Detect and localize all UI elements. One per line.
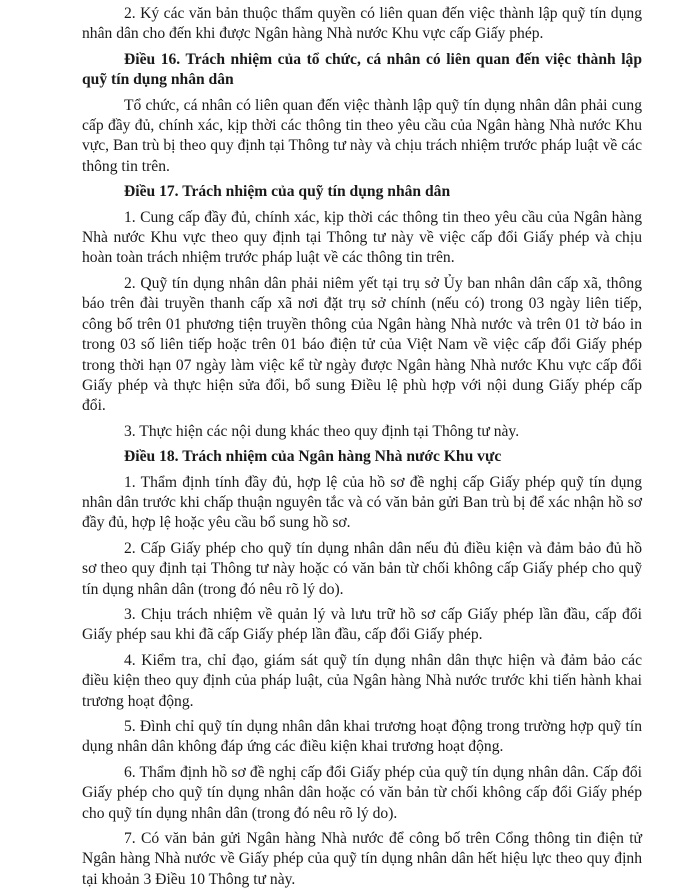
paragraph-article-18-item-5: 5. Đình chỉ quỹ tín dụng nhân dân khai trương hoạt động trong trường hợp quỹ tín dụng nhân dân không đáp ứng các điều kiện khai trương hoạt động.	[82, 718, 642, 756]
document-page	[82, 4, 642, 895]
paragraph-article-18-item-1: 1. Thẩm định tính đầy đủ, hợp lệ của hồ sơ đề nghị cấp Giấy phép quỹ tín dụng nhân dân trước khi chấp thuận nguyên tắc và có văn bản gửi Ban trù bị để xác nhận hồ sơ đầy đủ, hợp lệ hoặc yêu cầu bổ sung hồ sơ.	[82, 473, 642, 532]
heading-article-18: Điều 18. Trách nhiệm của Ngân hàng Nhà nước Khu vực	[124, 448, 502, 466]
paragraph-article-18-item-4: 4. Kiểm tra, chỉ đạo, giám sát quỹ tín dụng nhân dân thực hiện và đảm bảo các điều kiện theo quy định của pháp luật, của Ngân hàng Nhà nước trước khi tiến hành khai trương hoạt động.	[82, 651, 642, 710]
paragraph-article-17-item-2: 2. Quỹ tín dụng nhân dân phải niêm yết tại trụ sở Ủy ban nhân dân cấp xã, thông báo trên đài truyền thanh cấp xã nơi đặt trụ sở chính (nếu có) trong 03 ngày liên tiếp, công bố trên 01 phương tiện truyền thông của Ngân hàng Nhà nước và trên 01 tờ báo in trong 03 số liên tiếp hoặc trên 01 báo điện tử của Việt Nam về việc cấp đổi Giấy phép trong thời hạn 07 ngày làm việc kể từ ngày được Ngân hàng Nhà nước Khu vực cấp đổi Giấy phép và thực hiện sửa đổi, bổ sung Điều lệ phù hợp với nội dung Giấy phép cấp đổi.	[82, 274, 642, 415]
paragraph-article-18-item-6: 6. Thẩm định hồ sơ đề nghị cấp đổi Giấy phép của quỹ tín dụng nhân dân. Cấp đổi Giấy phép cho quỹ tín dụng nhân dân hoặc có văn bản từ chối không cấp đổi Giấy phép cho quỹ tín dụng nhân dân (trong đó nêu rõ lý do).	[82, 763, 642, 822]
paragraph-article-16-body: Tổ chức, cá nhân có liên quan đến việc thành lập quỹ tín dụng nhân dân phải cung cấp đầy đủ, chính xác, kịp thời các thông tin theo yêu cầu của Ngân hàng Nhà nước Khu vực, Ban trù bị theo quy định tại Thông tư này và chịu trách nhiệm trước pháp luật về các thông tin trên.	[82, 96, 642, 175]
paragraph-article-18-item-7: 7. Có văn bản gửi Ngân hàng Nhà nước để công bố trên Cổng thông tin điện tử Ngân hàng Nhà nước về Giấy phép của quỹ tín dụng nhân dân hết hiệu lực theo quy định tại khoản 3 Điều 10 Thông tư này.	[82, 830, 642, 888]
paragraph-article-17-item-1: 1. Cung cấp đầy đủ, chính xác, kịp thời các thông tin theo yêu cầu của Ngân hàng Nhà nước Khu vực theo quy định tại Thông tư này về việc cấp đổi Giấy phép và chịu hoàn toàn trách nhiệm trước pháp luật về các thông tin trên.	[82, 208, 642, 267]
heading-article-17: Điều 17. Trách nhiệm của quỹ tín dụng nhân dân	[124, 183, 451, 201]
paragraph-article-18-item-3: 3. Chịu trách nhiệm về quản lý và lưu trữ hồ sơ cấp Giấy phép lần đầu, cấp đổi Giấy phép sau khi đã cấp Giấy phép lần đầu, cấp đổi Giấy phép.	[82, 605, 642, 644]
paragraph-article-17-item-3: 3. Thực hiện các nội dung khác theo quy định tại Thông tư này.	[124, 422, 520, 440]
paragraph-article-15-item-2: 2. Ký các văn bản thuộc thẩm quyền có liên quan đến việc thành lập quỹ tín dụng nhân dân cho đến khi được Ngân hàng Nhà nước Khu vực cấp Giấy phép.	[82, 5, 642, 43]
paragraph-article-18-item-2: 2. Cấp Giấy phép cho quỹ tín dụng nhân dân nếu đủ điều kiện và đảm bảo đủ hồ sơ theo quy định tại Thông tư này hoặc có văn bản từ chối không cấp Giấy phép cho quỹ tín dụng nhân dân (trong đó nêu rõ lý do).	[82, 539, 642, 598]
heading-article-16: Điều 16. Trách nhiệm của tổ chức, cá nhân có liên quan đến việc thành lập quỹ tín dụng nhân dân	[82, 50, 642, 89]
